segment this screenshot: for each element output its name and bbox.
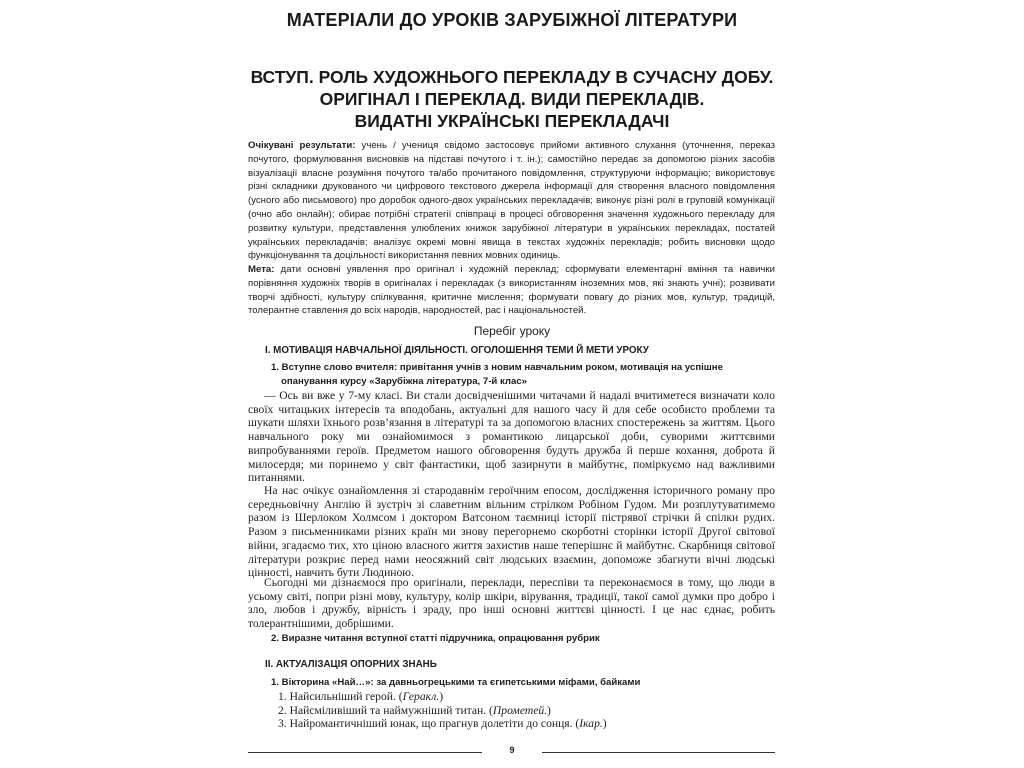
- footer-rule-right: [542, 752, 775, 753]
- quiz-answer: Геракл.: [402, 690, 440, 703]
- quiz-item: 1. Найсильніший герой. (Геракл.): [278, 690, 444, 703]
- lesson-title: [0, 66, 1024, 132]
- intro-paragraph-2: На нас очікує ознайомлення зі стародавнім героїчним епосом, дослідження історичного роману про середньовічну Англію й зустріч зі славетним вільним стрілком Робіном Гудом. Ми розплутуватимемо разом із Шерлоком Холмсом і доктором Ватсоном таємниці історії пістрявої стрічки й спілки рудих. Разом з письменниками різних країн ми знову перегорнемо скорботні сторінки історії Другої світової війни, згадаємо тих, хто ціною власного життя захистив наше теперішнє й майбутнє. Скарбниця світової літератури розкриє перед нами неосяжний світ людських взаємин, допоможе збагнути вічні людські цінності, навчить бути Людиною.: [248, 484, 775, 580]
- quiz-item: 2. Найсміливіший та наймужніший титан. (Прометей.): [278, 703, 551, 717]
- section-2-heading: II. АКТУАЛІЗАЦІЯ ОПОРНИХ ЗНАНЬ: [265, 659, 437, 670]
- title-line-2: ОРИГІНАЛ І ПЕРЕКЛАД. ВИДИ ПЕРЕКЛАДІВ.: [319, 89, 705, 109]
- intro-paragraph-3: Сьогодні ми дізнаємося про оригінали, переклади, переспіви та переконаємося в тому, що люди в усьому світі, попри різні мову, культуру, колір шкіри, вірування, традиції, такої самої думки про добро і зло, любов і дружбу, вірність і зраду, про інші основні життєві цінності. І це нас єднає, робить толерантнішими, добрішими.: [248, 576, 775, 631]
- expected-results-text: учень / учениця свідомо застосовує прийоми активного слухання (уточнення, переказ почутого, формулювання висновків на підставі почутого і т. ін.); самостійно передає за допомогою різних засобів візуалізації власне розуміння почутого та/або прочитаного повідомлення, структуруючи інформацію; використовує різні складники друкованого чи цифрового текстового джерела інформації для створення власного повідомлення (усного або письмового) про доробок одного-двох українських перекладачів; виконує різні ролі в груповій комунікації (очно або онлайн); обирає потрібні стратегії співпраці в процесі обговорення значення художнього перекладу для розвитку культури, представлення улюблених книжок зарубіжної літератури в українських перекладах, постатей українських перекладачів; аналізує окремі мовні явища в текстах художніх перекладів; робить висновки щодо функціонування та доцільності використання певних мовних одиниць.: [248, 140, 775, 262]
- section-1-subheading-1: [271, 361, 775, 388]
- quiz-answer: Ікар.: [579, 717, 603, 731]
- title-line-1: ВСТУП. РОЛЬ ХУДОЖНЬОГО ПЕРЕКЛАДУ В СУЧАСНУ ДОБУ.: [250, 67, 774, 87]
- lesson-progress-heading: Перебіг уроку: [473, 324, 551, 338]
- goal-text: дати основні уявлення про оригінал і художній переклад; сформувати елементарні вміння та навички порівняння художніх творів в оригіналах і перекладах (з використанням іноземних мов, які знають учні); розвивати творчі здібності, культуру спілкування, критичне мислення; формувати повагу до різних мов, культур, традицій, толерантне ставлення до всіх народів, народностей, рас і національностей.: [248, 264, 775, 317]
- subheading-line-1: 1. Вступне слово вчителя: привітання учнів з новим навчальним роком, мотивація на успішне: [271, 362, 723, 373]
- quiz-question: 2. Найсміливіший та наймужніший титан.: [278, 703, 487, 717]
- intro-paragraph-1: — Ось ви вже у 7-му класі. Ви стали досвідченішими читачами й надалі вчитиметеся визначати коло своїх читацьких інтересів та вподобань, актуальні для нашого часу й для себе особисто проблеми та шукати шляхи їхнього розв’язання в літературі та за допомогою власних спостережень за життям. Цього навчального року ми ознайомимося з романтикою лицарської доби, суворими життєвими випробуваннями героїв. Предметом нашого обговорення будуть дружба й перше кохання, доброта й милосердя; ми поринемо у світ фантастики, щоб зазирнути в майбутнє, поміркуємо над важливими питаннями.: [248, 389, 775, 485]
- quiz-question: 1. Найсильніший герой.: [278, 690, 396, 703]
- expected-results-label: Очікувані результати:: [248, 140, 356, 151]
- goal-label: Мета:: [248, 264, 275, 275]
- subheading-line-2: опанування курсу «Зарубіжна література, 7-й клас»: [281, 375, 528, 387]
- running-head: МАТЕРІАЛИ ДО УРОКІВ ЗАРУБІЖНОЇ ЛІТЕРАТУРИ: [286, 10, 738, 30]
- quiz-answer: Прометей.: [492, 703, 548, 717]
- page-number: 9: [509, 745, 515, 755]
- quiz-item: 3. Найромантичніший юнак, що прагнув долетіти до сонця. (Ікар.): [278, 717, 607, 731]
- expected-results-paragraph: [248, 139, 775, 263]
- goal-paragraph: [248, 263, 775, 318]
- section-2-subheading-1: 1. Вікторина «Най…»: за давньогрецькими та єгипетськими міфами, байками: [271, 677, 641, 688]
- section-1-subheading-2: 2. Виразне читання вступної статті підручника, опрацювання рубрик: [271, 633, 600, 644]
- quiz-list: [278, 690, 775, 731]
- section-1-heading: I. МОТИВАЦІЯ НАВЧАЛЬНОЇ ДІЯЛЬНОСТІ. ОГОЛОШЕННЯ ТЕМИ Й МЕТИ УРОКУ: [265, 345, 649, 356]
- title-line-3: ВИДАТНІ УКРАЇНСЬКІ ПЕРЕКЛАДАЧІ: [354, 111, 670, 131]
- quiz-question: 3. Найромантичніший юнак, що прагнув долетіти до сонця.: [278, 717, 573, 731]
- footer-rule-left: [248, 752, 482, 753]
